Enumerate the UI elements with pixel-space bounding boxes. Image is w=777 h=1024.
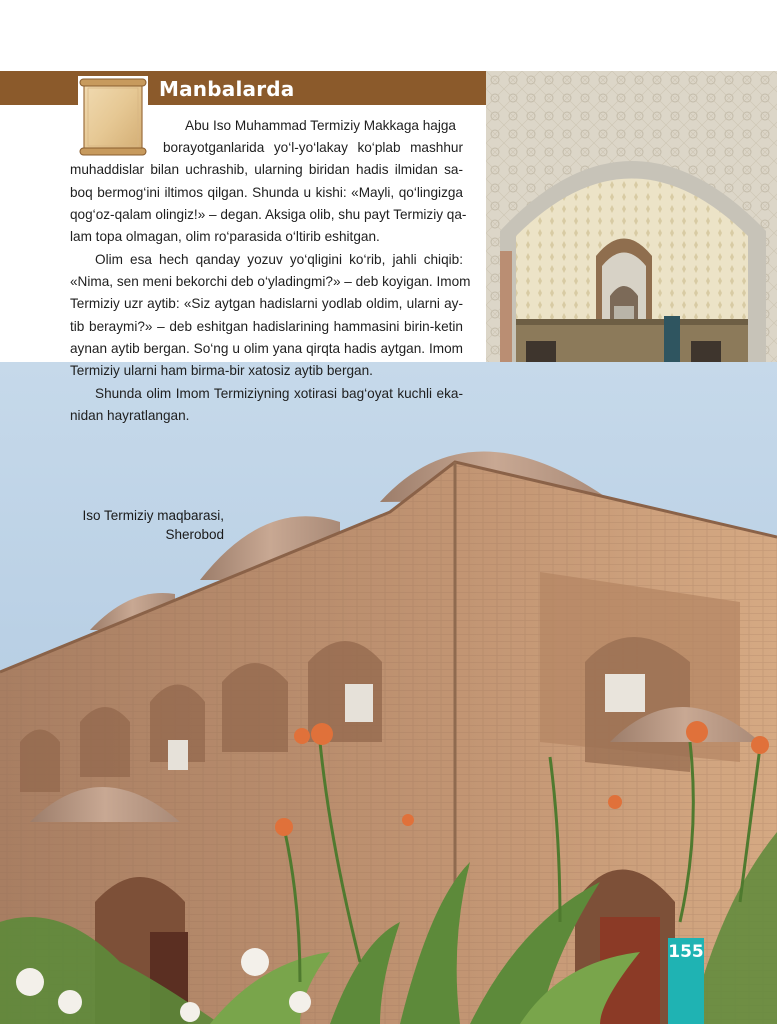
caption-line-2: Sherobod xyxy=(165,527,224,542)
caption-line-1: Iso Termiziy maqbarasi, xyxy=(82,508,224,523)
photo-caption xyxy=(70,506,224,544)
paragraph-1 xyxy=(70,115,467,248)
paragraph-line: lam topa olmagan, olim ro‘parasida o‘ltirib eshitgan. xyxy=(70,229,380,245)
page-number: 155 xyxy=(668,942,704,962)
paragraph-line: qog‘oz-qalam olingiz!» – degan. Aksiga olib, shu payt Termiziy qa- xyxy=(70,206,467,222)
paragraph-line: muhaddislar bilan uchrashib, ularning biridan hadis ilmidan sa- xyxy=(70,162,463,178)
interior-photo xyxy=(486,71,777,362)
paragraph-line: «Nima, sen meni bekorchi deb o‘yladingmi?» – deb koyigan. Imom xyxy=(70,274,471,290)
paragraph-line: nidan hayratlangan. xyxy=(70,408,190,424)
paragraph-2 xyxy=(70,249,471,382)
mausoleum-photo xyxy=(0,362,777,1024)
paragraph-line: Termiziy ularni ham birma-bir xatosiz aytib bergan. xyxy=(70,363,373,379)
paragraph-line: tib beraymi?» – deb eshitgan hadislarining hammasini birin-ketin xyxy=(70,318,463,334)
paragraph-3 xyxy=(70,383,463,427)
paragraph-line: Olim esa hech qanday yozuv yo‘qligini ko‘rib, jahli chiqib: xyxy=(95,252,463,267)
paragraph-line: Termiziy uzr aytib: «Siz aytgan hadislarni yodlab oldim, ularni ay- xyxy=(70,296,463,312)
paragraph-line: boq bermog‘ini iltimos qilgan. Shunda u kishi: «Mayli, qo‘lingizga xyxy=(70,184,463,200)
paragraph-line: Shunda olim Imom Termiziyning xotirasi bag‘oyat kuchli eka- xyxy=(95,386,463,401)
paragraph-line: Abu Iso Muhammad Termiziy Makkaga hajga xyxy=(185,118,456,133)
paragraph-line: borayotganlarida yo‘l-yo‘lakay ko‘plab mashhur xyxy=(163,140,463,156)
paragraph-line: aynan aytib bergan. So‘ng u olim yana qirqta hadis aytgan. Imom xyxy=(70,340,463,356)
section-title: Manbalarda xyxy=(159,77,295,101)
